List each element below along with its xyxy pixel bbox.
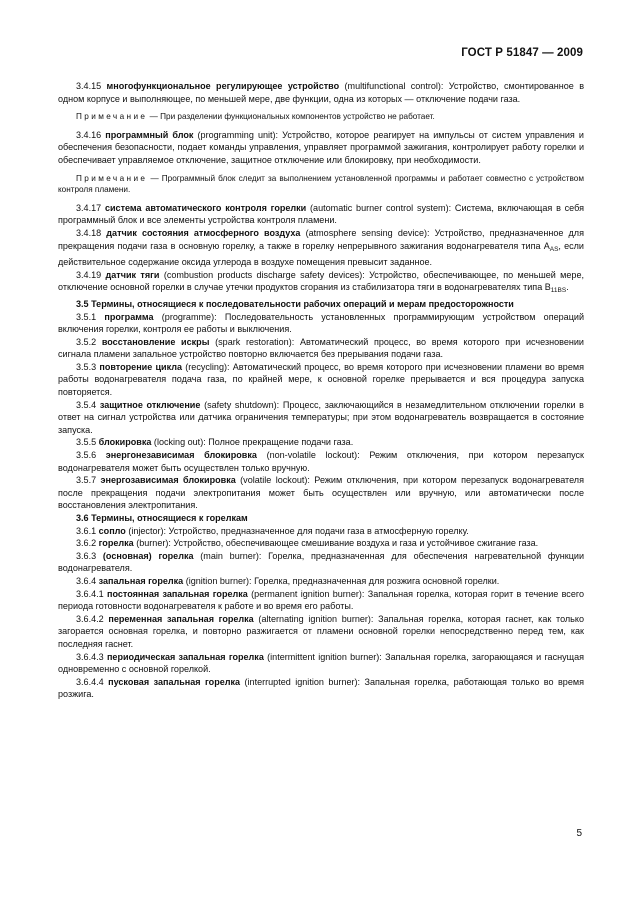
term: запальная горелка (98, 575, 184, 586)
definition-3-5-5 (58, 436, 584, 449)
definition-3-5-1 (58, 311, 584, 336)
term: блокировка (98, 437, 152, 448)
term: многофункциональное регулирующее устройство (106, 81, 340, 91)
subscript: AS (549, 245, 559, 253)
document-body (58, 80, 584, 701)
definition-text: (permanent ignition burner): Запальная горелка, которая горит в течение всего периода готовности водонагревателя к работе и во время его работы. (58, 588, 584, 612)
clause-number: 3.6.4.4 (76, 676, 109, 687)
definition-3-6-1 (58, 525, 584, 538)
definition-3-6-4 (58, 575, 584, 588)
definition-3-6-3 (58, 550, 584, 575)
definition-text: (interrupted ignition burner): Запальная горелка, работающая только во время розжига. (58, 676, 584, 700)
standard-header: ГОСТ Р 51847 — 2009 (461, 47, 583, 59)
clause-number: 3.6.1 (76, 525, 99, 536)
note-label: Примечание (76, 112, 148, 122)
definition-text: (alternating ignition burner): Запальная горелка, которая гаснет, как только загорается основная горелка, и повторно разжигается от пламени основной горелки непосредственно перед тем, как последняя гаснет. (58, 613, 584, 649)
section-heading-3-6: 3.6 Термины, относящиеся к горелкам (76, 513, 248, 523)
definition-text: (automatic burner control system): Система, включающая в себя программный блок и все элементы устройства контроля пламени. (58, 202, 584, 226)
definition-text: (volatile lockout): Режим отключения, при котором перезапуск водонагревателя после прекращения подачи электропитания может быть осуществлен или вручную, или автоматически после восстановления электропитания. (58, 475, 584, 511)
clause-number: 3.5.7 (76, 475, 101, 486)
definition-3-6-4-1 (58, 588, 584, 613)
clause-number: 3.4.15 (76, 81, 107, 91)
section-heading-3-5: 3.5 Термины, относящиеся к последовательности рабочих операций и мерам предосторожности (76, 298, 514, 309)
page-number: 5 (576, 828, 582, 839)
clause-number: 3.5.6 (76, 450, 106, 461)
term: система автоматического контроля горелки (104, 202, 307, 213)
definition-text: (multifunctional control): Устройство, смонтированное в одном корпусе и выполняющее, по меньшей мере, две функции, одна из которых — отключение подачи газа. (58, 81, 585, 104)
clause-number: 3.4.17 (76, 202, 105, 213)
clause-number: 3.6.3 (76, 550, 103, 561)
definition-3-5-2 (58, 336, 584, 361)
definition-text: (non-volatile lockout): Режим отключения, при котором перезапуск водонагревателя может быть осуществлен только вручную. (58, 450, 584, 473)
term: датчик состояния атмосферного воздуха (106, 227, 301, 238)
definition-3-6-2 (58, 537, 584, 550)
definition-text: (spark restoration): Автоматический процесс, во время которого при исчезновении сигнала пламени запальное устройство повторно включается без прерывания подачи газа. (58, 336, 584, 360)
definition-3-6-4-3 (58, 651, 584, 676)
term: датчик тяги (105, 269, 160, 280)
definition-text: (recycling): Автоматический процесс, во время которого при исчезновении пламени во время работы водонагревателя подача газа, по крайней мере, к основной горелке прерывается и вся процедура запуска повторяется. (58, 361, 584, 398)
definition-text: (intermittent ignition burner): Запальная горелка, загорающаяся и гаснущая одновременно с основной горелкой. (58, 651, 584, 675)
definition-3-5-7 (58, 474, 584, 512)
definition-3-4-15 (58, 80, 584, 105)
term: программа (104, 311, 154, 322)
definition-3-5-6 (58, 449, 584, 474)
definition-text: (ignition burner): Горелка, предназначенная для розжига основной горелки. (183, 575, 500, 586)
clause-number: 3.6.4.3 (76, 651, 107, 662)
term: программный блок (105, 129, 194, 140)
definition-3-5-3 (58, 361, 584, 399)
term: защитное отключение (99, 399, 201, 410)
term: горелка (98, 538, 134, 549)
clause-number: 3.5.3 (76, 361, 100, 372)
definition-text: (programming unit): Устройство, которое реагирует на импульсы от систем управления и обеспечения безопасности, подает команды управления, управляет программой зажигания, контролирует работу горелки и обеспечивает управляемое отключение, защитное отключение или блокировку, при необходимости. (58, 129, 584, 165)
subscript: 11BS (550, 287, 567, 295)
definition-text: (burner): Устройство, обеспечивающее смешивание воздуха и газа и устойчивое сжигание газа. (133, 538, 539, 549)
definition-text: . (566, 282, 569, 293)
note-label: Примечание (76, 173, 148, 183)
definition-text: (combustion products discharge safety devices): Устройство, обеспечивающее, по меньшей мере, отключение основной горелки в случае утечки продуктов сгорания из стабилизатора тяги в водонагревателях типа B (58, 269, 584, 293)
term: постоянная запальная горелка (107, 588, 248, 599)
definition-3-4-18 (58, 227, 584, 269)
definition-text: (atmosphere sensing device): Устройство, предназначенное для прекращения подачи газа в основную горелку, а также в горелку непрерывного зажигания водонагревателя типа A (58, 227, 584, 251)
term: энергозависимая блокировка (100, 475, 236, 486)
definition-text: (injector): Устройство, предназначенное для подачи газа в атмосферную горелку. (125, 525, 469, 536)
note-text: — Программный блок следит за выполнением установленной программы и работает совместно с устройством контроля пламени. (58, 173, 584, 195)
definition-3-4-19 (58, 269, 584, 298)
clause-number: 3.4.19 (76, 269, 106, 280)
definition-text: (locking out): Полное прекращение подачи газа. (151, 437, 354, 448)
clause-number: 3.6.2 (76, 538, 99, 549)
term: энергонезависимая блокировка (105, 450, 257, 461)
term: сопло (98, 525, 126, 536)
definition-text: (safety shutdown): Процесс, заключающийся в незамедлительном отключении горелки в ответ на сигнал устройства или датчика ограничения температуры; при этом водонагреватель возвращается в состояние запуска. (58, 399, 584, 435)
term: (основная) горелка (102, 550, 194, 561)
clause-number: 3.6.4.2 (76, 613, 109, 624)
clause-number: 3.4.16 (76, 129, 106, 140)
note-1 (58, 111, 584, 123)
definition-3-4-16 (58, 129, 584, 167)
clause-number: 3.4.18 (76, 227, 107, 238)
definition-3-6-4-2 (58, 613, 584, 651)
note-text: — При разделении функциональных компонентов устройство не работает. (147, 112, 435, 122)
definition-3-4-17 (58, 202, 584, 227)
term: восстановление искры (101, 336, 210, 347)
clause-number: 3.6.4 (76, 575, 99, 586)
definition-3-5-4 (58, 399, 584, 437)
term: периодическая запальная горелка (106, 651, 264, 662)
definition-3-6-4-4 (58, 676, 584, 701)
clause-number: 3.5.1 (76, 311, 105, 322)
term: переменная запальная горелка (108, 613, 254, 624)
clause-number: 3.6.4.1 (76, 588, 107, 599)
definition-text: (main burner): Горелка, предназначенная для обеспечения нагревательной функции водонагревателя. (58, 550, 585, 574)
clause-number: 3.5.2 (76, 336, 102, 347)
term: повторение цикла (99, 361, 183, 372)
note-2 (58, 173, 584, 196)
term: пусковая запальная горелка (108, 676, 241, 687)
clause-number: 3.5.5 (76, 437, 99, 448)
definition-text: , если действительное содержание оксида углерода в воздухе помещения превысит заданное. (58, 240, 584, 268)
clause-number: 3.5.4 (76, 399, 100, 410)
definition-text: (programme): Последовательность установленных программирующим устройством операций включения горелки, контроля ее работы и выключения. (58, 311, 584, 335)
